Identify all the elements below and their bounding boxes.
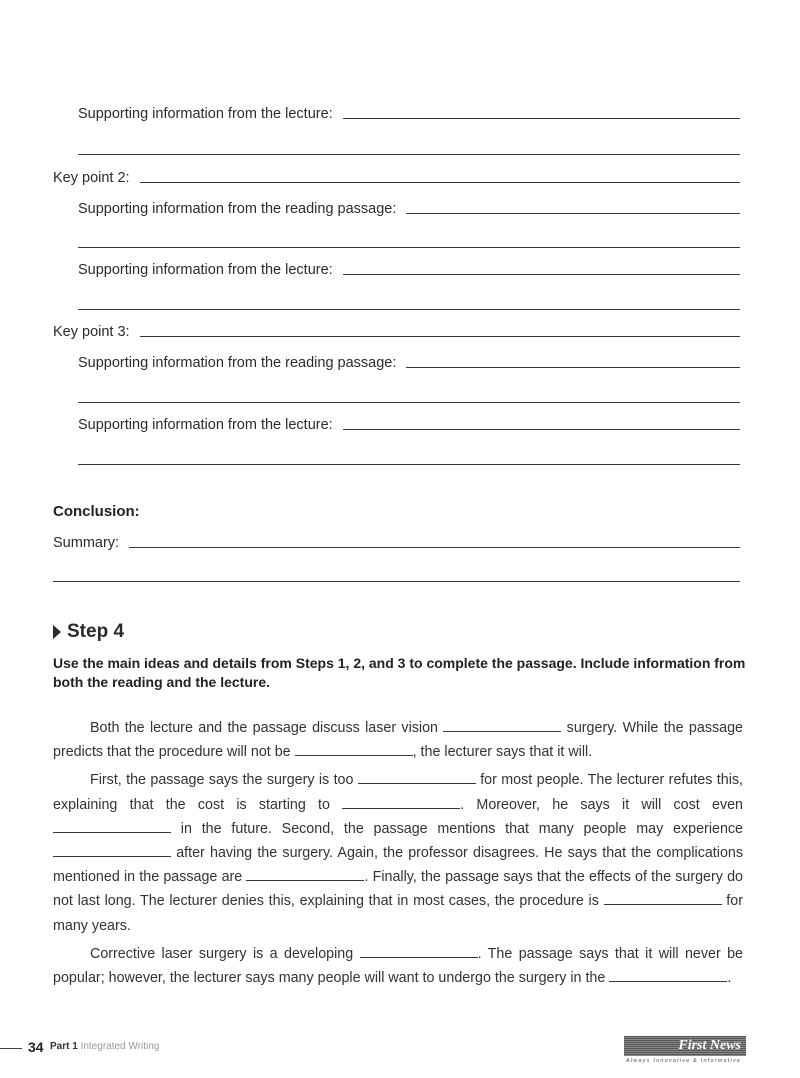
footer-section bbox=[50, 1041, 159, 1052]
step-title: Step 4 bbox=[67, 621, 125, 642]
reading-support-row-2 bbox=[78, 201, 740, 217]
lecture-support-row-1 bbox=[78, 106, 740, 122]
reading-support-row-3 bbox=[78, 355, 740, 371]
key-point-3-label: Key point 3: bbox=[53, 324, 130, 340]
passage-text: , the lecturer says that it will. bbox=[412, 744, 593, 761]
reading-support-label: Supporting information from the reading passage: bbox=[78, 355, 397, 371]
conclusion-heading: Conclusion: bbox=[53, 503, 140, 520]
answer-line[interactable] bbox=[78, 402, 740, 403]
blank-field[interactable] bbox=[295, 754, 413, 756]
passage-text: in the future. Second, the passage mentions that many people may experience bbox=[171, 820, 743, 837]
passage-text: after having the surgery. Again, the professor disagrees. He says that the complications mentioned in the passage are bbox=[53, 845, 743, 886]
passage-text: . Moreover, he says it will cost even bbox=[460, 796, 744, 813]
blank-field[interactable] bbox=[604, 903, 722, 905]
page-number: 34 bbox=[28, 1039, 44, 1055]
step-instruction: Use the main ideas and details from Steps 1, 2, and 3 to complete the passage. Include information from both the reading and the lecture. bbox=[53, 655, 746, 690]
blank-field[interactable] bbox=[443, 730, 561, 732]
passage-paragraph-2 bbox=[53, 768, 743, 937]
blank-field[interactable] bbox=[609, 980, 727, 982]
blank-field[interactable] bbox=[53, 831, 171, 833]
passage-paragraph-3 bbox=[53, 942, 743, 990]
lecture-support-row-2 bbox=[78, 262, 740, 278]
blank-field[interactable] bbox=[342, 807, 460, 809]
publisher-tagline: Always Innovative & Informative bbox=[626, 1058, 742, 1064]
passage-text: Both the lecture and the passage discuss laser vision bbox=[90, 720, 444, 736]
footer-rule bbox=[0, 1048, 22, 1049]
blank-field[interactable] bbox=[360, 956, 478, 958]
footer-part: Part 1 bbox=[50, 1041, 78, 1052]
answer-line[interactable] bbox=[343, 429, 740, 430]
key-point-2-row bbox=[53, 170, 740, 186]
reading-support-label: Supporting information from the reading passage: bbox=[78, 201, 397, 217]
passage-text: . bbox=[727, 970, 732, 987]
cloze-passage bbox=[53, 716, 743, 994]
lecture-support-label: Supporting information from the lecture: bbox=[78, 417, 333, 433]
lecture-support-label: Supporting information from the lecture: bbox=[78, 262, 333, 278]
blank-field[interactable] bbox=[53, 855, 171, 857]
answer-line[interactable] bbox=[53, 581, 740, 582]
answer-line[interactable] bbox=[406, 213, 740, 214]
passage-text: surgery. While the passage predicts that the procedure will not be bbox=[53, 720, 743, 761]
blank-field[interactable] bbox=[246, 879, 364, 881]
answer-line[interactable] bbox=[78, 247, 740, 248]
answer-line[interactable] bbox=[78, 309, 740, 310]
passage-text: . Finally, the passage says that the effects of the surgery do not last long. The lecturer denies this, explaining that in most cases, the procedure is bbox=[53, 869, 743, 910]
answer-line[interactable] bbox=[406, 367, 740, 368]
passage-text: Corrective laser surgery is a developing bbox=[90, 945, 360, 962]
answer-line[interactable] bbox=[343, 274, 740, 275]
step-heading bbox=[53, 621, 124, 643]
passage-text: for most people. The lecturer refutes this, explaining that the cost is starting to bbox=[53, 772, 743, 813]
lecture-support-label: Supporting information from the lecture: bbox=[78, 106, 333, 122]
triangle-bullet-icon bbox=[53, 625, 61, 639]
key-point-2-label: Key point 2: bbox=[53, 170, 130, 186]
page-footer bbox=[0, 1036, 800, 1066]
answer-line[interactable] bbox=[343, 118, 740, 119]
answer-line[interactable] bbox=[140, 336, 740, 337]
passage-text: . The passage says that it will never be popular; however, the lecturer says many people will want to undergo the surgery in the bbox=[53, 945, 743, 987]
answer-line[interactable] bbox=[78, 464, 740, 465]
answer-line[interactable] bbox=[78, 154, 740, 155]
summary-row bbox=[53, 535, 740, 551]
key-point-3-row bbox=[53, 324, 740, 340]
passage-paragraph-1 bbox=[53, 716, 743, 764]
summary-label: Summary: bbox=[53, 535, 120, 551]
passage-text: for many years. bbox=[53, 893, 743, 934]
lecture-support-row-3 bbox=[78, 417, 740, 433]
answer-line[interactable] bbox=[140, 182, 740, 183]
blank-field[interactable] bbox=[358, 782, 476, 784]
footer-section-name: Integrated Writing bbox=[80, 1041, 160, 1052]
passage-text: First, the passage says the surgery is too bbox=[90, 772, 358, 789]
answer-line[interactable] bbox=[129, 547, 740, 548]
publisher-logo: First News bbox=[624, 1036, 746, 1056]
